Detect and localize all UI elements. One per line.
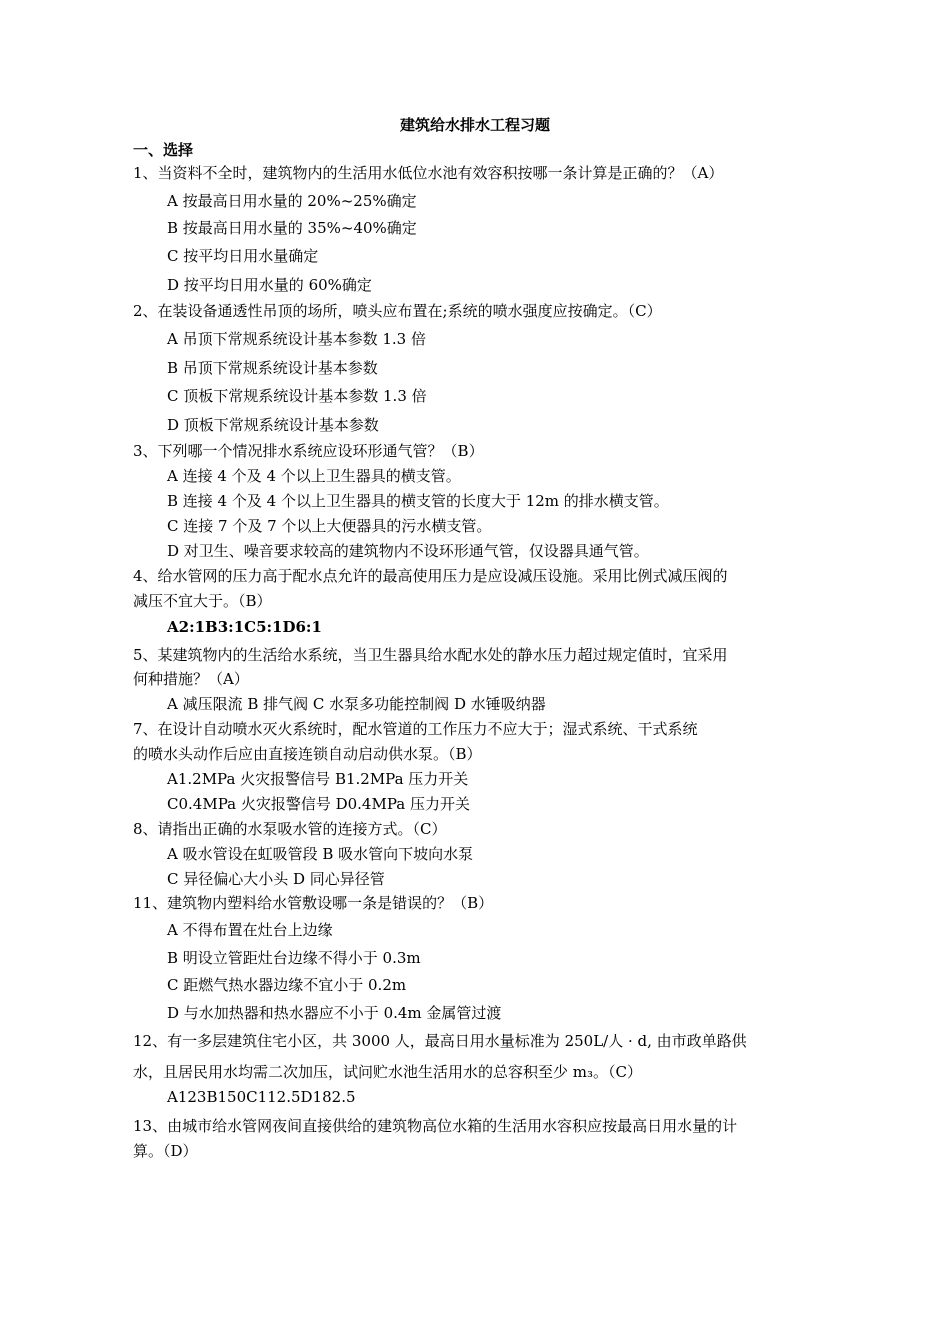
section-heading: 一、选择 — [133, 141, 194, 159]
question-5-stem-line-2: 何种措施？（A） — [133, 670, 249, 688]
question-4-options: A2:1B3:1C5:1D6:1 — [167, 618, 322, 636]
question-7-options-line-2: C0.4MPa 火灾报警信号 D0.4MPa 压力开关 — [167, 795, 470, 813]
question-2-option-b: B 吊顶下常规系统设计基本参数 — [167, 359, 378, 377]
question-1-option-d: D 按平均日用水量的 60%确定 — [167, 276, 372, 294]
question-4-stem-line-2: 减压不宜大于。（B） — [133, 592, 272, 610]
question-13-stem-line-2: 算。（D） — [133, 1142, 198, 1160]
document-title: 建筑给水排水工程习题 — [399, 116, 550, 134]
question-11-stem: 11、建筑物内塑料给水管敷设哪一条是错误的？（B） — [133, 894, 494, 912]
question-3-option-c: C 连接 7 个及 7 个以上大便器具的污水横支管。 — [167, 517, 492, 535]
question-4-stem-line-1: 4、给水管网的压力高于配水点允许的最高使用压力是应设减压设施。采用比例式减压阀的 — [133, 567, 728, 585]
question-7-options-line-1: A1.2MPa 火灾报警信号 B1.2MPa 压力开关 — [167, 770, 469, 788]
question-12-options: A123B150C112.5D182.5 — [167, 1088, 356, 1106]
question-5-options: A 减压限流 B 排气阀 C 水泵多功能控制阀 D 水锤吸纳器 — [167, 695, 546, 713]
question-3-option-b: B 连接 4 个及 4 个以上卫生器具的横支管的长度大于 12m 的排水横支管。 — [167, 492, 669, 510]
question-11-option-d: D 与水加热器和热水器应不小于 0.4m 金属管过渡 — [167, 1004, 502, 1022]
question-8-stem: 8、请指出正确的水泵吸水管的连接方式。（C） — [133, 820, 447, 838]
question-12-stem-line-2: 水，且居民用水均需二次加压，试问贮水池生活用水的总容积至少 m₃。（C） — [133, 1063, 642, 1081]
question-1-stem: 1、当资料不全时，建筑物内的生活用水低位水池有效容积按哪一条计算是正确的？（A） — [133, 164, 724, 182]
question-2-option-d: D 顶板下常规系统设计基本参数 — [167, 416, 379, 434]
question-3-stem: 3、下列哪一个情况排水系统应设环形通气管？（B） — [133, 442, 484, 460]
question-2-stem: 2、在装设备通透性吊顶的场所，喷头应布置在;系统的喷水强度应按确定。（C） — [133, 302, 662, 320]
question-7-stem-line-1: 7、在设计自动喷水灭火系统时，配水管道的工作压力不应大于；湿式系统、干式系统 — [133, 720, 698, 738]
question-13-stem-line-1: 13、由城市给水管网夜间直接供给的建筑物高位水箱的生活用水容积应按最高日用水量的计 — [133, 1117, 738, 1135]
question-2-option-a: A 吊顶下常规系统设计基本参数 1.3 倍 — [167, 330, 426, 348]
question-5-stem-line-1: 5、某建筑物内的生活给水系统，当卫生器具给水配水处的静水压力超过规定值时，宜采用 — [133, 646, 728, 664]
question-1-option-a: A 按最高日用水量的 20%~25%确定 — [167, 192, 417, 210]
question-3-option-d: D 对卫生、噪音要求较高的建筑物内不设环形通气管，仅设器具通气管。 — [167, 542, 649, 560]
question-7-stem-line-2: 的喷水头动作后应由直接连锁自动启动供水泵。（B） — [133, 745, 482, 763]
question-8-options-line-2: C 异径偏心大小头 D 同心异径管 — [167, 870, 385, 888]
question-11-option-c: C 距燃气热水器边缘不宜小于 0.2m — [167, 976, 407, 994]
question-12-stem-line-1: 12、有一多层建筑住宅小区，共 3000 人，最高日用水量标准为 250L/人 · d, 由市政单路供 — [133, 1032, 747, 1050]
question-1-option-c: C 按平均日用水量确定 — [167, 247, 319, 265]
question-3-option-a: A 连接 4 个及 4 个以上卫生器具的横支管。 — [167, 467, 461, 485]
question-1-option-b: B 按最高日用水量的 35%~40%确定 — [167, 219, 417, 237]
question-8-options-line-1: A 吸水管设在虹吸管段 B 吸水管向下坡向水泵 — [167, 845, 474, 863]
question-11-option-a: A 不得布置在灶台上边缘 — [167, 921, 333, 939]
question-11-option-b: B 明设立管距灶台边缘不得小于 0.3m — [167, 949, 421, 967]
question-2-option-c: C 顶板下常规系统设计基本参数 1.3 倍 — [167, 387, 427, 405]
